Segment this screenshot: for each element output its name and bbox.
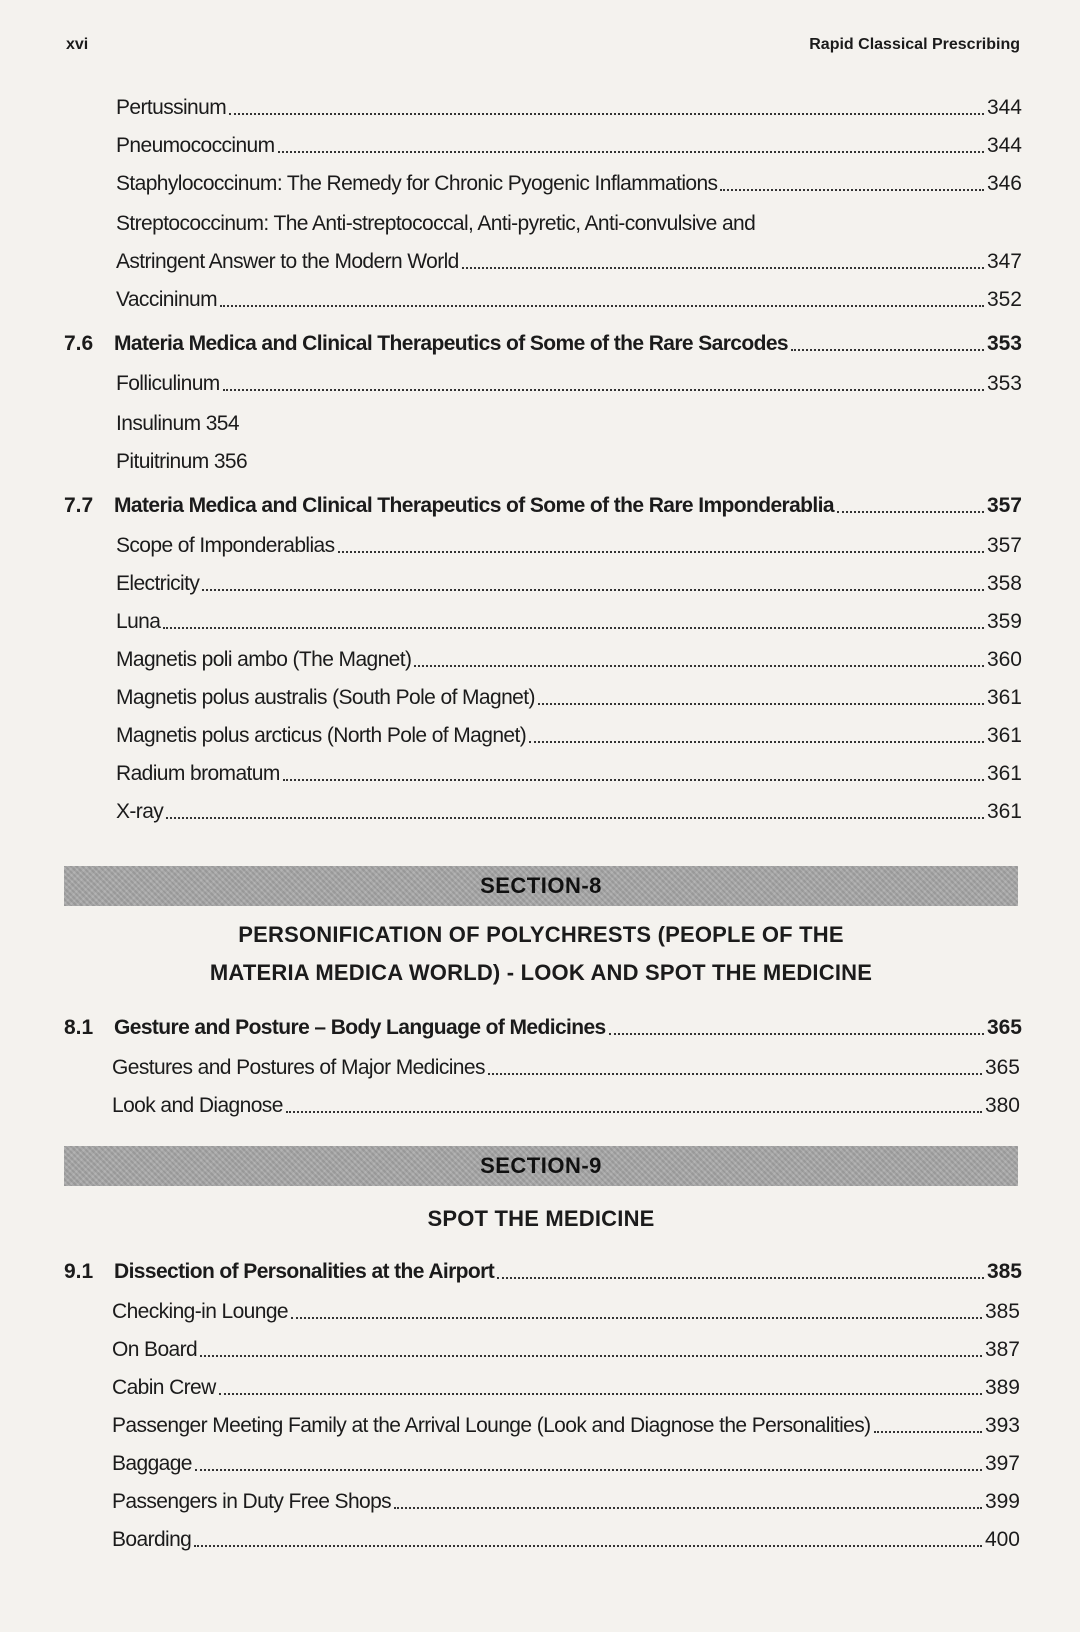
toc-section-heading: 8.1 Gesture and Posture – Body Language of Medicines 365 <box>64 1016 1022 1039</box>
section-band <box>64 1146 1018 1186</box>
section-title-line: PERSONIFICATION OF POLYCHRESTS (PEOPLE OF THE <box>238 922 844 947</box>
toc-entry: Baggage 397 <box>112 1452 1020 1475</box>
toc-entry: Look and Diagnose 380 <box>112 1094 1020 1117</box>
section-band <box>64 866 1018 906</box>
section-label: SECTION-8 <box>480 873 602 898</box>
page-number: xvi <box>66 36 89 53</box>
toc-section-heading: 9.1 Dissection of Personalities at the Airport 385 <box>64 1260 1022 1283</box>
toc-entry: Passengers in Duty Free Shops 399 <box>112 1490 1020 1513</box>
toc-section-heading: 7.6 Materia Medica and Clinical Therapeutics of Some of the Rare Sarcodes 353 <box>64 332 1022 355</box>
toc-entry: Folliculinum 353 <box>116 372 1022 395</box>
section-label: SECTION-9 <box>480 1153 602 1178</box>
section-title: SPOT THE MEDICINE <box>427 1206 655 1231</box>
toc-entry: Gestures and Postures of Major Medicines 365 <box>112 1056 1020 1079</box>
toc-entry: Radium bromatum 361 <box>116 762 1022 785</box>
toc-entry: Cabin Crew 389 <box>112 1376 1020 1399</box>
toc-entry: Astringent Answer to the Modern World 347 <box>116 250 1022 273</box>
running-title: Rapid Classical Prescribing <box>809 36 1020 53</box>
toc-entry-line: Pituitrinum 356 <box>116 450 248 473</box>
toc-entry: Scope of Imponderablias 357 <box>116 534 1022 557</box>
toc-entry: Magnetis polus australis (South Pole of Magnet) 361 <box>116 686 1022 709</box>
toc-entry: Electricity 358 <box>116 572 1022 595</box>
toc-entry: Vaccininum 352 <box>116 288 1022 311</box>
toc-entry: Luna 359 <box>116 610 1022 633</box>
toc-entry: Pneumococcinum 344 <box>116 134 1022 157</box>
toc-entry-line: Streptococcinum: The Anti-streptococcal, Anti-pyretic, Anti-convulsive and <box>116 212 756 235</box>
toc-entry: Passenger Meeting Family at the Arrival Lounge (Look and Diagnose the Personalities) 393 <box>112 1414 1020 1437</box>
toc-entry: Magnetis poli ambo (The Magnet) 360 <box>116 648 1022 671</box>
toc-entry: Pertussinum 344 <box>116 96 1022 119</box>
toc-entry: Boarding 400 <box>112 1528 1020 1551</box>
toc-entry: X-ray 361 <box>116 800 1022 823</box>
toc-entry: Checking-in Lounge 385 <box>112 1300 1020 1323</box>
toc-section-heading: 7.7 Materia Medica and Clinical Therapeutics of Some of the Rare Imponderablia 357 <box>64 494 1022 517</box>
toc-entry: Magnetis polus arcticus (North Pole of Magnet) 361 <box>116 724 1022 747</box>
toc-entry-line: Insulinum 354 <box>116 412 239 435</box>
toc-entry: Staphylococcinum: The Remedy for Chronic Pyogenic Inflammations 346 <box>116 172 1022 195</box>
section-title-line: MATERIA MEDICA WORLD) - LOOK AND SPOT THE MEDICINE <box>209 960 873 985</box>
toc-entry: On Board 387 <box>112 1338 1020 1361</box>
